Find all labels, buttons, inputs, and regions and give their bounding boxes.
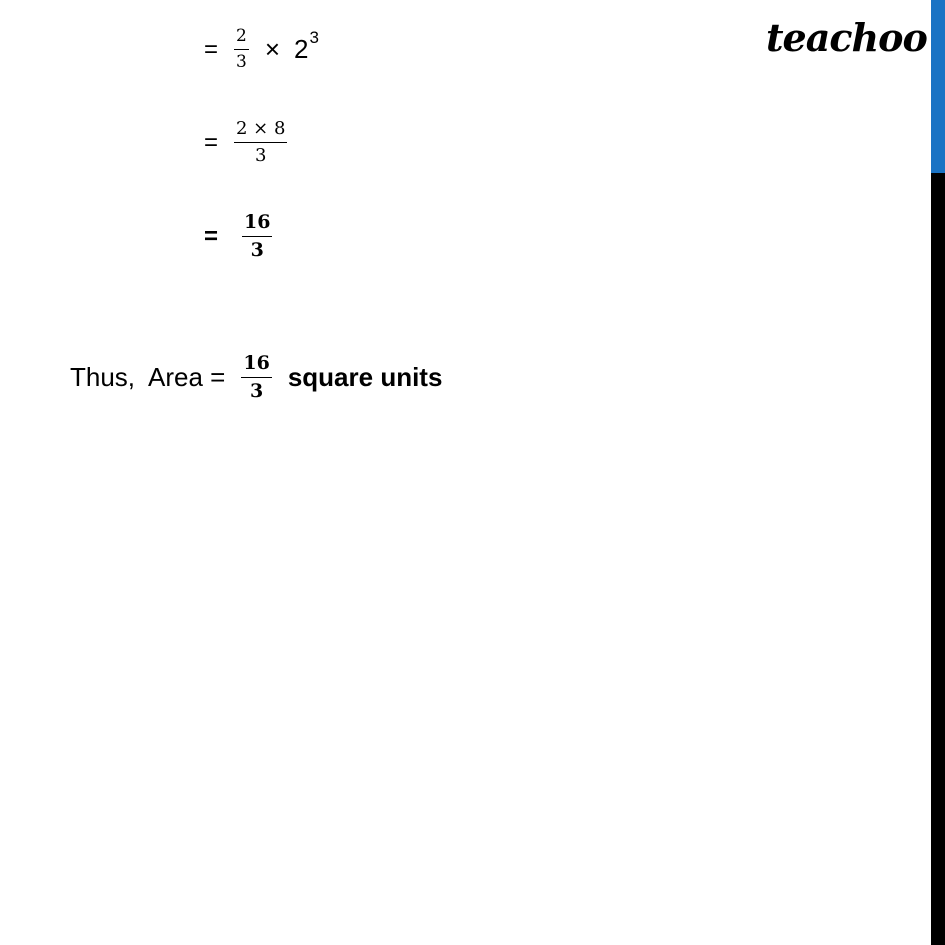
- fraction: [234, 28, 249, 71]
- conclusion-prefix: Thus, Area =: [70, 362, 226, 392]
- fraction-numerator: 2: [236, 26, 247, 46]
- conclusion: [70, 354, 442, 401]
- fraction-denominator: 3: [236, 52, 247, 72]
- conclusion-unit: square units: [287, 362, 443, 392]
- fraction-numerator: 16: [244, 211, 271, 233]
- equals-sign: =: [204, 222, 219, 250]
- fraction-bar: [234, 49, 249, 50]
- power-base: 2: [294, 34, 309, 64]
- scrollbar[interactable]: [931, 0, 945, 945]
- scrollbar-thumb[interactable]: [931, 0, 945, 173]
- times-operator: ×: [264, 34, 281, 64]
- step-3: [204, 213, 272, 260]
- equals-sign: =: [204, 35, 219, 63]
- equals-sign: =: [204, 128, 219, 156]
- fraction-numerator: 16: [243, 352, 270, 374]
- fraction: [234, 120, 287, 165]
- fraction-bar: [242, 236, 272, 237]
- fraction-bar: [234, 142, 287, 143]
- fraction: [242, 213, 272, 260]
- fraction: [241, 354, 271, 401]
- fraction-numerator: 2 × 8: [236, 118, 286, 139]
- teachoo-logo: teachoo: [766, 15, 927, 60]
- power-exponent: 3: [309, 27, 319, 47]
- fraction-denominator: 3: [250, 239, 264, 261]
- fraction-denominator: 3: [249, 380, 264, 402]
- step-1: [204, 28, 319, 71]
- fraction-denominator: 3: [254, 145, 267, 166]
- step-2: [204, 120, 287, 165]
- fraction-bar: [241, 377, 271, 378]
